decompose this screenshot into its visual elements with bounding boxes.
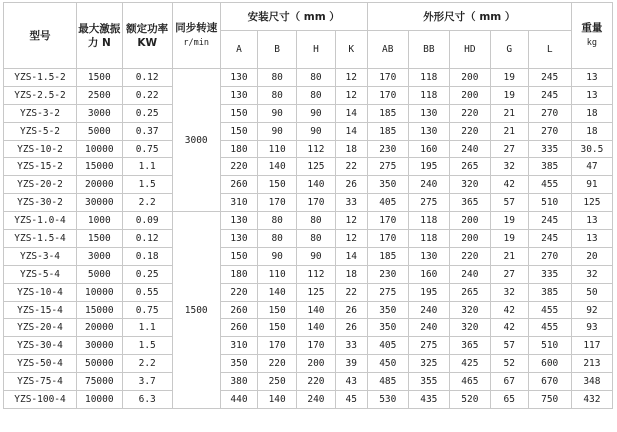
cell-k: 22 — [335, 158, 367, 176]
cell-a: 130 — [220, 212, 258, 230]
cell-weight: 30.5 — [571, 140, 612, 158]
cell-model: YZS-10-4 — [4, 283, 77, 301]
cell-bb: 130 — [408, 104, 449, 122]
cell-power: 0.12 — [122, 69, 172, 87]
header-col-hd: HD — [449, 31, 490, 69]
cell-force: 30000 — [76, 194, 122, 212]
cell-bb: 130 — [408, 122, 449, 140]
cell-l: 510 — [528, 194, 571, 212]
cell-power: 0.09 — [122, 212, 172, 230]
cell-ab: 170 — [367, 86, 408, 104]
cell-ab: 230 — [367, 140, 408, 158]
cell-h: 90 — [297, 104, 336, 122]
table-row — [4, 176, 613, 194]
cell-g: 21 — [490, 104, 528, 122]
cell-g: 21 — [490, 122, 528, 140]
cell-weight: 18 — [571, 104, 612, 122]
cell-model: YZS-20-2 — [4, 176, 77, 194]
cell-l: 335 — [528, 140, 571, 158]
cell-hd: 520 — [449, 391, 490, 409]
cell-a: 380 — [220, 373, 258, 391]
cell-h: 220 — [297, 373, 336, 391]
cell-b: 80 — [258, 230, 297, 248]
cell-b: 90 — [258, 122, 297, 140]
cell-k: 26 — [335, 176, 367, 194]
cell-bb: 118 — [408, 86, 449, 104]
header-col-h: H — [297, 31, 336, 69]
cell-h: 90 — [297, 122, 336, 140]
cell-b: 170 — [258, 194, 297, 212]
cell-power: 1.1 — [122, 319, 172, 337]
cell-l: 510 — [528, 337, 571, 355]
cell-model: YZS-3-2 — [4, 104, 77, 122]
cell-ab: 170 — [367, 69, 408, 87]
cell-ab: 170 — [367, 212, 408, 230]
cell-weight: 125 — [571, 194, 612, 212]
cell-force: 10000 — [76, 391, 122, 409]
cell-a: 260 — [220, 176, 258, 194]
cell-power: 0.25 — [122, 104, 172, 122]
header-power: 额定功率 KW — [122, 3, 172, 69]
cell-l: 385 — [528, 158, 571, 176]
cell-k: 14 — [335, 104, 367, 122]
table-row — [4, 104, 613, 122]
header-speed-title: 同步转速 — [175, 22, 218, 34]
cell-k: 43 — [335, 373, 367, 391]
header-col-ab: AB — [367, 31, 408, 69]
cell-g: 42 — [490, 301, 528, 319]
cell-ab: 185 — [367, 104, 408, 122]
cell-a: 260 — [220, 319, 258, 337]
cell-l: 385 — [528, 283, 571, 301]
cell-a: 310 — [220, 337, 258, 355]
cell-h: 80 — [297, 230, 336, 248]
cell-force: 1500 — [76, 230, 122, 248]
cell-g: 19 — [490, 230, 528, 248]
cell-bb: 130 — [408, 247, 449, 265]
cell-g: 27 — [490, 140, 528, 158]
cell-g: 42 — [490, 176, 528, 194]
cell-l: 455 — [528, 176, 571, 194]
cell-model: YZS-75-4 — [4, 373, 77, 391]
cell-hd: 220 — [449, 104, 490, 122]
cell-hd: 365 — [449, 194, 490, 212]
cell-a: 220 — [220, 283, 258, 301]
cell-b: 110 — [258, 140, 297, 158]
cell-weight: 47 — [571, 158, 612, 176]
cell-bb: 240 — [408, 176, 449, 194]
cell-model: YZS-1.0-4 — [4, 212, 77, 230]
cell-l: 600 — [528, 355, 571, 373]
cell-model: YZS-30-4 — [4, 337, 77, 355]
cell-hd: 320 — [449, 301, 490, 319]
cell-force: 20000 — [76, 176, 122, 194]
cell-b: 140 — [258, 158, 297, 176]
cell-g: 57 — [490, 194, 528, 212]
cell-l: 270 — [528, 122, 571, 140]
cell-force: 75000 — [76, 373, 122, 391]
header-col-l: L — [528, 31, 571, 69]
cell-power: 0.22 — [122, 86, 172, 104]
cell-bb: 118 — [408, 230, 449, 248]
header-weight-title: 重量 — [581, 22, 603, 34]
cell-weight: 91 — [571, 176, 612, 194]
cell-h: 90 — [297, 247, 336, 265]
cell-bb: 355 — [408, 373, 449, 391]
table-row — [4, 122, 613, 140]
cell-force: 10000 — [76, 283, 122, 301]
cell-l: 670 — [528, 373, 571, 391]
table-row — [4, 301, 613, 319]
cell-k: 45 — [335, 391, 367, 409]
header-weight-unit: kg — [586, 38, 598, 48]
cell-ab: 405 — [367, 337, 408, 355]
cell-a: 310 — [220, 194, 258, 212]
cell-h: 170 — [297, 337, 336, 355]
cell-hd: 200 — [449, 86, 490, 104]
cell-k: 22 — [335, 283, 367, 301]
cell-model: YZS-5-2 — [4, 122, 77, 140]
cell-force: 5000 — [76, 265, 122, 283]
cell-ab: 350 — [367, 319, 408, 337]
cell-hd: 265 — [449, 283, 490, 301]
cell-a: 350 — [220, 355, 258, 373]
cell-force: 50000 — [76, 355, 122, 373]
table-body — [4, 69, 613, 409]
cell-ab: 350 — [367, 176, 408, 194]
cell-h: 140 — [297, 319, 336, 337]
cell-b: 150 — [258, 319, 297, 337]
cell-weight: 13 — [571, 230, 612, 248]
cell-l: 750 — [528, 391, 571, 409]
cell-bb: 240 — [408, 301, 449, 319]
header-col-bb: BB — [408, 31, 449, 69]
header-speed — [172, 3, 220, 69]
cell-force: 10000 — [76, 140, 122, 158]
cell-power: 2.2 — [122, 355, 172, 373]
cell-weight: 13 — [571, 86, 612, 104]
table-row — [4, 265, 613, 283]
cell-model: YZS-100-4 — [4, 391, 77, 409]
cell-h: 80 — [297, 212, 336, 230]
cell-model: YZS-20-4 — [4, 319, 77, 337]
cell-ab: 530 — [367, 391, 408, 409]
cell-bb: 160 — [408, 140, 449, 158]
cell-hd: 465 — [449, 373, 490, 391]
cell-power: 1.1 — [122, 158, 172, 176]
cell-h: 140 — [297, 301, 336, 319]
cell-g: 32 — [490, 158, 528, 176]
cell-force: 30000 — [76, 337, 122, 355]
cell-l: 245 — [528, 69, 571, 87]
cell-weight: 92 — [571, 301, 612, 319]
cell-b: 250 — [258, 373, 297, 391]
cell-h: 140 — [297, 176, 336, 194]
table-row — [4, 247, 613, 265]
cell-h: 112 — [297, 140, 336, 158]
cell-bb: 160 — [408, 265, 449, 283]
cell-a: 130 — [220, 69, 258, 87]
cell-ab: 405 — [367, 194, 408, 212]
cell-power: 0.55 — [122, 283, 172, 301]
cell-b: 90 — [258, 104, 297, 122]
cell-power: 1.5 — [122, 337, 172, 355]
table-row — [4, 283, 613, 301]
cell-hd: 240 — [449, 140, 490, 158]
cell-g: 52 — [490, 355, 528, 373]
table-row — [4, 69, 613, 87]
cell-k: 26 — [335, 319, 367, 337]
cell-model: YZS-10-2 — [4, 140, 77, 158]
cell-model: YZS-1.5-2 — [4, 69, 77, 87]
cell-k: 39 — [335, 355, 367, 373]
cell-k: 14 — [335, 122, 367, 140]
cell-hd: 200 — [449, 212, 490, 230]
table-row — [4, 194, 613, 212]
header-col-k: K — [335, 31, 367, 69]
cell-bb: 275 — [408, 194, 449, 212]
cell-a: 130 — [220, 230, 258, 248]
cell-hd: 265 — [449, 158, 490, 176]
cell-b: 150 — [258, 301, 297, 319]
cell-bb: 118 — [408, 69, 449, 87]
cell-power: 1.5 — [122, 176, 172, 194]
cell-weight: 32 — [571, 265, 612, 283]
cell-g: 42 — [490, 319, 528, 337]
cell-l: 455 — [528, 301, 571, 319]
cell-weight: 18 — [571, 122, 612, 140]
cell-g: 21 — [490, 247, 528, 265]
cell-model: YZS-15-4 — [4, 301, 77, 319]
table-row — [4, 140, 613, 158]
table-row — [4, 212, 613, 230]
cell-ab: 230 — [367, 265, 408, 283]
table-row — [4, 230, 613, 248]
cell-weight: 13 — [571, 212, 612, 230]
header-col-b: B — [258, 31, 297, 69]
cell-g: 57 — [490, 337, 528, 355]
cell-l: 270 — [528, 247, 571, 265]
cell-hd: 200 — [449, 230, 490, 248]
cell-ab: 185 — [367, 122, 408, 140]
header-speed-unit: r/min — [183, 38, 209, 48]
cell-model: YZS-3-4 — [4, 247, 77, 265]
header-col-g: G — [490, 31, 528, 69]
cell-k: 18 — [335, 265, 367, 283]
cell-weight: 432 — [571, 391, 612, 409]
cell-g: 27 — [490, 265, 528, 283]
cell-b: 140 — [258, 283, 297, 301]
cell-b: 150 — [258, 176, 297, 194]
cell-k: 18 — [335, 140, 367, 158]
cell-b: 110 — [258, 265, 297, 283]
cell-a: 130 — [220, 86, 258, 104]
cell-force: 15000 — [76, 301, 122, 319]
cell-bb: 325 — [408, 355, 449, 373]
cell-ab: 275 — [367, 283, 408, 301]
header-weight — [571, 3, 612, 69]
cell-force: 2500 — [76, 86, 122, 104]
cell-weight: 117 — [571, 337, 612, 355]
cell-g: 32 — [490, 283, 528, 301]
cell-power: 2.2 — [122, 194, 172, 212]
cell-b: 220 — [258, 355, 297, 373]
cell-k: 33 — [335, 337, 367, 355]
cell-g: 19 — [490, 212, 528, 230]
cell-power: 0.75 — [122, 301, 172, 319]
cell-speed: 1500 — [172, 212, 220, 409]
cell-a: 180 — [220, 265, 258, 283]
header-force: 最大激振力 N — [76, 3, 122, 69]
cell-b: 90 — [258, 247, 297, 265]
cell-model: YZS-1.5-4 — [4, 230, 77, 248]
cell-force: 1500 — [76, 69, 122, 87]
cell-l: 335 — [528, 265, 571, 283]
cell-k: 12 — [335, 230, 367, 248]
cell-hd: 320 — [449, 319, 490, 337]
cell-a: 220 — [220, 158, 258, 176]
cell-a: 150 — [220, 122, 258, 140]
cell-k: 12 — [335, 212, 367, 230]
cell-model: YZS-15-2 — [4, 158, 77, 176]
cell-g: 19 — [490, 69, 528, 87]
cell-h: 80 — [297, 86, 336, 104]
cell-weight: 13 — [571, 69, 612, 87]
cell-hd: 220 — [449, 122, 490, 140]
cell-hd: 320 — [449, 176, 490, 194]
cell-model: YZS-50-4 — [4, 355, 77, 373]
cell-force: 3000 — [76, 247, 122, 265]
cell-b: 170 — [258, 337, 297, 355]
cell-l: 245 — [528, 230, 571, 248]
cell-a: 260 — [220, 301, 258, 319]
cell-ab: 350 — [367, 301, 408, 319]
header-outline: 外形尺寸（ mm ） — [367, 3, 571, 31]
cell-force: 5000 — [76, 122, 122, 140]
cell-a: 150 — [220, 247, 258, 265]
cell-bb: 195 — [408, 283, 449, 301]
cell-bb: 435 — [408, 391, 449, 409]
cell-weight: 348 — [571, 373, 612, 391]
cell-power: 3.7 — [122, 373, 172, 391]
cell-hd: 425 — [449, 355, 490, 373]
table-row — [4, 158, 613, 176]
cell-l: 270 — [528, 104, 571, 122]
cell-hd: 365 — [449, 337, 490, 355]
cell-ab: 485 — [367, 373, 408, 391]
cell-ab: 450 — [367, 355, 408, 373]
cell-ab: 170 — [367, 230, 408, 248]
cell-model: YZS-5-4 — [4, 265, 77, 283]
cell-force: 1000 — [76, 212, 122, 230]
header-model: 型号 — [4, 3, 77, 69]
cell-model: YZS-30-2 — [4, 194, 77, 212]
table-row — [4, 319, 613, 337]
cell-h: 112 — [297, 265, 336, 283]
cell-k: 26 — [335, 301, 367, 319]
cell-l: 245 — [528, 212, 571, 230]
cell-bb: 240 — [408, 319, 449, 337]
cell-k: 33 — [335, 194, 367, 212]
cell-power: 0.18 — [122, 247, 172, 265]
cell-speed: 3000 — [172, 69, 220, 212]
header-col-a: A — [220, 31, 258, 69]
table-row — [4, 391, 613, 409]
cell-ab: 185 — [367, 247, 408, 265]
cell-bb: 275 — [408, 337, 449, 355]
cell-k: 12 — [335, 86, 367, 104]
cell-h: 125 — [297, 283, 336, 301]
table-row — [4, 373, 613, 391]
cell-g: 67 — [490, 373, 528, 391]
table-row — [4, 337, 613, 355]
cell-h: 170 — [297, 194, 336, 212]
cell-h: 240 — [297, 391, 336, 409]
cell-a: 180 — [220, 140, 258, 158]
table-header — [4, 3, 613, 69]
cell-a: 150 — [220, 104, 258, 122]
cell-force: 20000 — [76, 319, 122, 337]
cell-b: 140 — [258, 391, 297, 409]
cell-b: 80 — [258, 69, 297, 87]
cell-model: YZS-2.5-2 — [4, 86, 77, 104]
header-install: 安装尺寸（ mm ） — [220, 3, 367, 31]
cell-a: 440 — [220, 391, 258, 409]
cell-k: 12 — [335, 69, 367, 87]
cell-hd: 200 — [449, 69, 490, 87]
cell-power: 0.75 — [122, 140, 172, 158]
cell-power: 0.12 — [122, 230, 172, 248]
cell-weight: 20 — [571, 247, 612, 265]
table-row — [4, 86, 613, 104]
cell-hd: 220 — [449, 247, 490, 265]
cell-ab: 275 — [367, 158, 408, 176]
cell-h: 125 — [297, 158, 336, 176]
cell-bb: 195 — [408, 158, 449, 176]
cell-l: 245 — [528, 86, 571, 104]
cell-b: 80 — [258, 212, 297, 230]
cell-power: 0.37 — [122, 122, 172, 140]
cell-weight: 93 — [571, 319, 612, 337]
cell-force: 15000 — [76, 158, 122, 176]
spec-table — [3, 2, 613, 409]
cell-g: 65 — [490, 391, 528, 409]
cell-force: 3000 — [76, 104, 122, 122]
cell-k: 14 — [335, 247, 367, 265]
cell-hd: 240 — [449, 265, 490, 283]
cell-g: 19 — [490, 86, 528, 104]
cell-power: 6.3 — [122, 391, 172, 409]
cell-weight: 213 — [571, 355, 612, 373]
cell-bb: 118 — [408, 212, 449, 230]
cell-l: 455 — [528, 319, 571, 337]
cell-h: 200 — [297, 355, 336, 373]
cell-weight: 50 — [571, 283, 612, 301]
cell-h: 80 — [297, 69, 336, 87]
table-row — [4, 355, 613, 373]
cell-b: 80 — [258, 86, 297, 104]
cell-power: 0.25 — [122, 265, 172, 283]
